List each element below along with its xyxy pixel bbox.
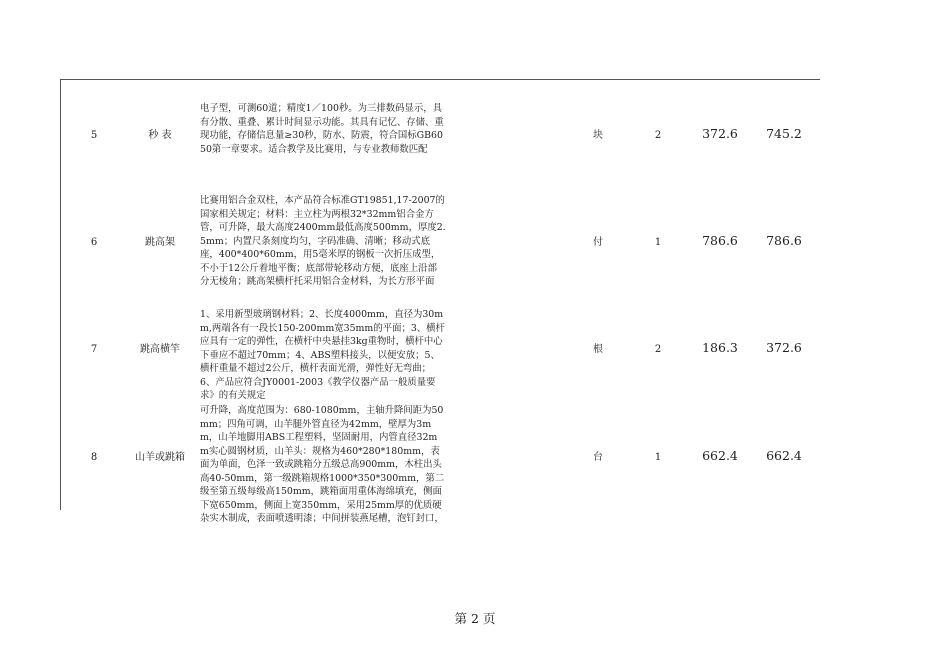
row-index: 7: [90, 344, 98, 355]
item-total-price: 662.4: [766, 448, 802, 463]
item-name: 山羊或跳箱: [135, 452, 185, 463]
row-index: 8: [90, 452, 98, 463]
item-unit-price: 186.3: [702, 340, 738, 355]
item-name: 秒 表: [148, 130, 172, 141]
item-name: 跳高横竿: [140, 344, 180, 355]
item-quantity: 2: [654, 130, 662, 141]
item-quantity: 1: [654, 237, 662, 248]
item-description: 可升降，高度范围为：680-1080mm，主轴升降间距为50mm；四角可调，山羊腿外管直径为42mm，壁厚为3mm，山羊地脚用ABS工程塑料，坚固耐用，内管直径32mm实心圆钢材质，山羊头：规格为460*280*180mm，表面为单面，色泽一致或跳箱分五级总高900mm，木柱出头高40-50mm，第一级跳箱规格1000*350*300mm，第二级至第五级每级高150mm，跳箱面用重体海绵填充，侧面下宽650mm，侧面上宽350mm，采用25mm厚的优质硬杂实木制成，表面喷透明漆；中间拼装燕尾槽，泡钉封口，: [200, 405, 445, 524]
item-total-price: 372.6: [766, 340, 802, 355]
item-total-price: 745.2: [766, 126, 802, 141]
item-quantity: 1: [654, 452, 662, 463]
item-description: 比赛用铝合金双柱，本产品符合标准GT19851,17-2007的国家相关规定；材料：主立柱为两根32*32mm铝合金方管，可升降，最大高度2400mm最低高度500mm，厚度2.5mm；内置尺条刻度均匀，字码准确、清晰；移动式底座，400*400*60mm，用5毫米厚的钢板一次折压成型，不小于12公斤着地平衡；底部带轮移动方便，底座上沿部分无棱角；跳高架横杆托采用铝合金材料，为长方形平面: [200, 195, 446, 287]
item-description: 电子型，可测60道；精度1／100秒。为三排数码显示，具有分散、重叠、累计时间显示功能。其具有记忆、存储、重现功能，存储信息量≥30秒，防水、防震，符合国标GB6050第一章要求。适合教学及比赛用，与专业教师数匹配: [200, 103, 444, 155]
page-number: 第 2 页: [454, 611, 496, 626]
item-name: 跳高架: [145, 237, 175, 248]
row-index: 5: [90, 130, 98, 141]
item-unit: 块: [593, 130, 603, 141]
item-total-price: 786.6: [766, 233, 802, 248]
item-quantity: 2: [654, 344, 662, 355]
item-unit-price: 372.6: [702, 126, 738, 141]
item-unit: 付: [593, 237, 603, 248]
item-unit: 台: [593, 452, 603, 463]
row-index: 6: [90, 237, 98, 248]
item-unit: 根: [593, 344, 603, 355]
item-unit-price: 662.4: [702, 448, 738, 463]
item-unit-price: 786.6: [702, 233, 738, 248]
item-description: 1、采用新型玻璃钢材料；2、长度4000mm，直径为30mm,两端各有一段长150-200mm宽35mm的平面；3、横杆应具有一定的弹性，在横杆中央悬挂3kg重物时，横杆中心下垂应不超过70mm；4、ABS塑料接头，以便安放；5、横杆重量不超过2公斤，横杆表面光滑，弹性好无弯曲；6、产品应符合JY0001-2003《教学仪器产品一般质量要求》的有关规定: [200, 309, 445, 401]
